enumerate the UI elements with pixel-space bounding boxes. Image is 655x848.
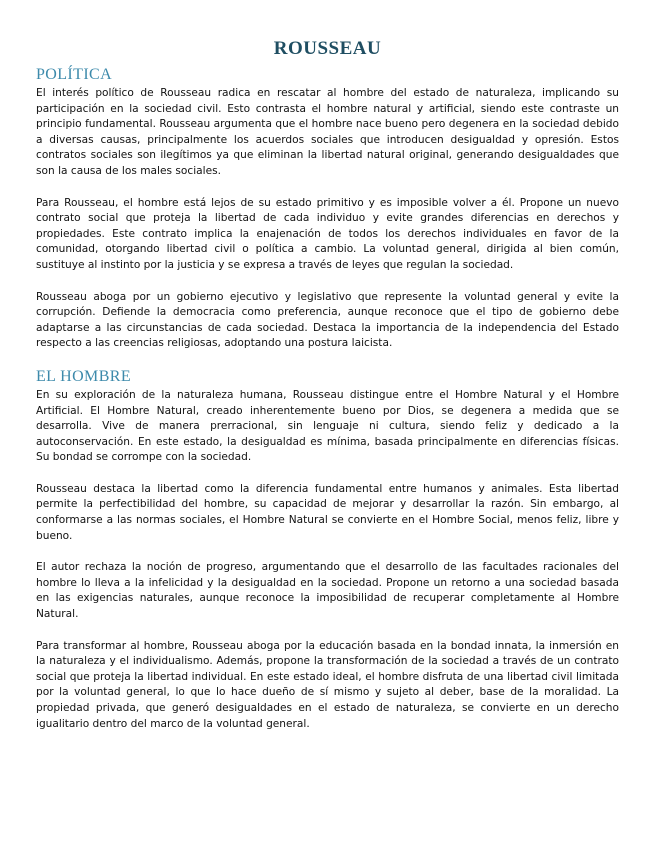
section-el-hombre (36, 368, 619, 732)
paragraph: El autor rechaza la noción de progreso, argumentando que el desarrollo de las facultades racionales del hombre lo lleva a la infelicidad y la desigualdad en la sociedad. Propone un retorno a una sociedad basada en las exigencias naturales, aunque reconoce la imposibilidad de recuperar completamente al Hombre Natural. (36, 561, 619, 621)
section-heading-politica: POLÍTICA (36, 66, 113, 83)
section-politica (36, 66, 619, 352)
paragraph: El interés político de Rousseau radica en rescatar al hombre del estado de naturaleza, implicando su participación en la sociedad civil. Esto contrasta el hombre natural y artificial, siendo este contraste un principio fundamental. Rousseau argumenta que el hombre nace bueno pero degenera en la sociedad debido a diversas causas, principalmente los acuerdos sociales que introducen desigualdad y opresión. Estos contratos sociales son ilegítimos ya que eliminan la libertad natural original, generando desigualdades que son la causa de los males sociales. (36, 87, 619, 177)
paragraph: Rousseau destaca la libertad como la diferencia fundamental entre humanos y animales. Esta libertad permite la perfectibilidad del hombre, su capacidad de mejorar y desarrollar la razón. Sin embargo, al conformarse a las normas sociales, el Hombre Natural se convierte en el Hombre Social, menos feliz, libre y bueno. (36, 482, 619, 542)
paragraph: En su exploración de la naturaleza humana, Rousseau distingue entre el Hombre Natural y el Hombre Artificial. El Hombre Natural, creado inherentemente bueno por Dios, se degenera a medida que se desarrolla. Vive de manera prerracional, sin lenguaje ni cultura, siendo feliz y dedicado a la autoconservación. En este estado, la desigualdad es mínima, basada principalmente en diferencias físicas. Su bondad se corrompe con la sociedad. (36, 388, 619, 464)
section-heading-el-hombre: EL HOMBRE (36, 367, 132, 385)
paragraph: Para Rousseau, el hombre está lejos de su estado primitivo y es imposible volver a él. Propone un nuevo contrato social que proteja la libertad de cada individuo y evite grandes diferencias en derechos y propiedades. Este contrato implica la enajenación de todos los derechos individuales en favor de la comunidad, otorgando libertad civil o política a cambio. La voluntad general, dirigida al bien común, sustituye al instinto por la justicia y se expresa a través de leyes que regulan la sociedad. (36, 196, 619, 271)
document-title: ROUSSEAU (273, 38, 382, 59)
paragraph: Para transformar al hombre, Rousseau aboga por la educación basada en la bondad innata, la inmersión en la naturaleza y el individualismo. Además, propone la transformación de la sociedad a través de un contrato social que proteja la libertad individual. En este estado ideal, el hombre disfruta de una libertad civil limitada por la voluntad general, lo que lo hace dueño de sí mismo y sujeto al deber, base de la moralidad. La propiedad privada, que generó desigualdades en el estado de naturaleza, se convierte en un derecho igualitario dentro del marco de la voluntad general. (36, 639, 619, 730)
paragraph: Rousseau aboga por un gobierno ejecutivo y legislativo que represente la voluntad general y evite la corrupción. Defiende la democracia como preferencia, aunque reconoce que el tipo de gobierno debe adaptarse a las circunstancias de cada sociedad. Destaca la importancia de la independencia del Estado respecto a las creencias religiosas, adoptando una postura laicista. (36, 290, 619, 350)
